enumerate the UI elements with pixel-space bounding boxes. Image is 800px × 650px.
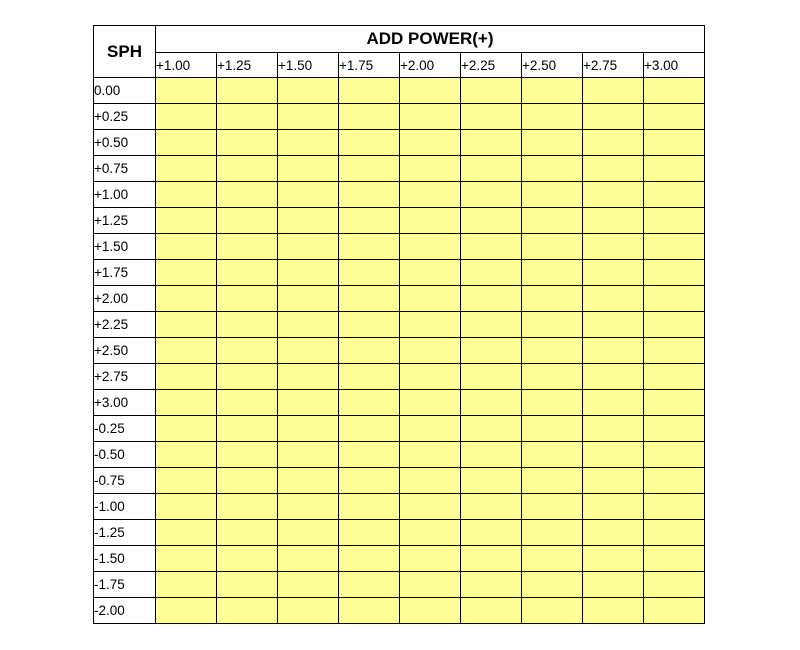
availability-cell	[156, 156, 217, 182]
availability-cell	[400, 286, 461, 312]
availability-cell	[217, 338, 278, 364]
table-row	[94, 312, 705, 338]
availability-cell	[278, 546, 339, 572]
sph-row-header: -0.50	[94, 442, 156, 468]
add-power-column-header: +2.25	[461, 53, 522, 78]
availability-cell	[522, 78, 583, 104]
availability-cell	[522, 156, 583, 182]
sph-row-header: -1.00	[94, 494, 156, 520]
availability-cell	[583, 338, 644, 364]
sph-row-header: +0.50	[94, 130, 156, 156]
availability-cell	[400, 208, 461, 234]
availability-cell	[339, 494, 400, 520]
table-row	[94, 494, 705, 520]
availability-cell	[461, 156, 522, 182]
availability-cell	[400, 598, 461, 624]
table-row	[94, 338, 705, 364]
availability-cell	[461, 182, 522, 208]
availability-cell	[583, 572, 644, 598]
availability-cell	[278, 130, 339, 156]
availability-cell	[278, 260, 339, 286]
availability-cell	[583, 208, 644, 234]
add-power-column-header: +1.50	[278, 53, 339, 78]
availability-cell	[461, 520, 522, 546]
availability-cell	[156, 234, 217, 260]
sph-row-header: -0.75	[94, 468, 156, 494]
availability-cell	[644, 312, 705, 338]
sph-row-header: +2.75	[94, 364, 156, 390]
availability-cell	[217, 598, 278, 624]
availability-cell	[278, 572, 339, 598]
sph-row-header: -0.25	[94, 416, 156, 442]
availability-cell	[522, 390, 583, 416]
availability-cell	[339, 468, 400, 494]
availability-cell	[522, 312, 583, 338]
sph-row-header: +2.00	[94, 286, 156, 312]
availability-cell	[583, 598, 644, 624]
availability-cell	[644, 468, 705, 494]
availability-cell	[339, 234, 400, 260]
availability-cell	[522, 104, 583, 130]
availability-cell	[156, 416, 217, 442]
availability-cell	[461, 442, 522, 468]
availability-cell	[461, 312, 522, 338]
availability-cell	[156, 286, 217, 312]
availability-cell	[217, 130, 278, 156]
table-row	[94, 208, 705, 234]
availability-cell	[400, 156, 461, 182]
add-power-column-header: +3.00	[644, 53, 705, 78]
sph-row-header: -1.75	[94, 572, 156, 598]
availability-cell	[400, 520, 461, 546]
availability-cell	[644, 182, 705, 208]
availability-cell	[583, 364, 644, 390]
table-row	[94, 416, 705, 442]
table-row	[94, 598, 705, 624]
availability-cell	[339, 104, 400, 130]
availability-cell	[644, 598, 705, 624]
availability-cell	[461, 286, 522, 312]
availability-cell	[583, 260, 644, 286]
availability-cell	[156, 104, 217, 130]
availability-cell	[522, 442, 583, 468]
availability-cell	[522, 364, 583, 390]
sph-row-header: +2.50	[94, 338, 156, 364]
add-power-header-row	[94, 53, 705, 78]
table-row	[94, 260, 705, 286]
availability-cell	[278, 416, 339, 442]
availability-cell	[217, 312, 278, 338]
availability-cell	[278, 442, 339, 468]
availability-cell	[217, 520, 278, 546]
availability-cell	[217, 104, 278, 130]
availability-cell	[461, 572, 522, 598]
availability-cell	[461, 338, 522, 364]
availability-cell	[156, 78, 217, 104]
availability-cell	[156, 364, 217, 390]
availability-cell	[461, 78, 522, 104]
availability-cell	[522, 546, 583, 572]
availability-cell	[461, 234, 522, 260]
table-row	[94, 572, 705, 598]
availability-cell	[400, 442, 461, 468]
table-row	[94, 286, 705, 312]
availability-cell	[278, 182, 339, 208]
sph-row-header: +0.25	[94, 104, 156, 130]
availability-cell	[217, 364, 278, 390]
availability-cell	[461, 416, 522, 442]
availability-cell	[583, 286, 644, 312]
availability-cell	[217, 234, 278, 260]
availability-cell	[461, 494, 522, 520]
availability-cell	[156, 208, 217, 234]
table-row	[94, 234, 705, 260]
add-power-column-header: +1.25	[217, 53, 278, 78]
table-row	[94, 390, 705, 416]
availability-cell	[217, 182, 278, 208]
availability-cell	[644, 260, 705, 286]
availability-cell	[400, 260, 461, 286]
availability-cell	[278, 364, 339, 390]
availability-cell	[278, 338, 339, 364]
availability-cell	[217, 416, 278, 442]
availability-cell	[339, 364, 400, 390]
availability-cell	[339, 182, 400, 208]
availability-cell	[278, 286, 339, 312]
availability-cell	[339, 208, 400, 234]
table-row	[94, 442, 705, 468]
availability-cell	[583, 104, 644, 130]
table-row	[94, 520, 705, 546]
availability-cell	[339, 260, 400, 286]
availability-cell	[217, 468, 278, 494]
sph-row-header: -1.50	[94, 546, 156, 572]
availability-cell	[400, 572, 461, 598]
availability-cell	[644, 208, 705, 234]
availability-cell	[278, 312, 339, 338]
availability-cell	[339, 546, 400, 572]
availability-cell	[644, 546, 705, 572]
availability-cell	[644, 364, 705, 390]
availability-cell	[278, 598, 339, 624]
availability-cell	[156, 442, 217, 468]
sph-row-header: 0.00	[94, 78, 156, 104]
availability-cell	[583, 494, 644, 520]
availability-cell	[400, 78, 461, 104]
availability-cell	[461, 598, 522, 624]
availability-cell	[217, 286, 278, 312]
table-row	[94, 156, 705, 182]
table-row	[94, 182, 705, 208]
table-row	[94, 546, 705, 572]
availability-cell	[339, 338, 400, 364]
table-body	[94, 78, 705, 624]
availability-cell	[583, 442, 644, 468]
availability-cell	[217, 572, 278, 598]
availability-cell	[156, 390, 217, 416]
sph-row-header: -1.25	[94, 520, 156, 546]
availability-cell	[339, 156, 400, 182]
availability-cell	[217, 208, 278, 234]
availability-cell	[522, 572, 583, 598]
availability-cell	[400, 468, 461, 494]
availability-cell	[522, 130, 583, 156]
availability-cell	[644, 494, 705, 520]
availability-cell	[461, 546, 522, 572]
availability-cell	[339, 390, 400, 416]
availability-cell	[583, 312, 644, 338]
availability-cell	[400, 390, 461, 416]
availability-cell	[522, 598, 583, 624]
availability-cell	[522, 182, 583, 208]
add-power-column-header: +1.00	[156, 53, 217, 78]
availability-cell	[217, 390, 278, 416]
availability-cell	[156, 598, 217, 624]
availability-cell	[400, 130, 461, 156]
table-title-row	[94, 26, 705, 53]
availability-cell	[522, 286, 583, 312]
availability-cell	[339, 572, 400, 598]
availability-cell	[278, 494, 339, 520]
sph-row-header: +3.00	[94, 390, 156, 416]
sph-row-header: +1.50	[94, 234, 156, 260]
add-power-title: ADD POWER(+)	[156, 26, 705, 53]
availability-cell	[339, 312, 400, 338]
availability-cell	[400, 234, 461, 260]
availability-cell	[644, 442, 705, 468]
availability-cell	[400, 416, 461, 442]
availability-cell	[156, 520, 217, 546]
availability-cell	[522, 208, 583, 234]
availability-cell	[644, 234, 705, 260]
table-row	[94, 78, 705, 104]
availability-cell	[461, 130, 522, 156]
availability-cell	[400, 338, 461, 364]
availability-cell	[156, 182, 217, 208]
availability-cell	[278, 156, 339, 182]
sph-add-power-table	[93, 25, 705, 624]
availability-cell	[400, 182, 461, 208]
sph-row-header: +1.75	[94, 260, 156, 286]
availability-cell	[339, 598, 400, 624]
availability-cell	[583, 78, 644, 104]
availability-cell	[583, 390, 644, 416]
availability-cell	[217, 78, 278, 104]
availability-cell	[278, 468, 339, 494]
availability-cell	[522, 234, 583, 260]
availability-cell	[278, 390, 339, 416]
availability-cell	[522, 520, 583, 546]
add-power-column-header: +1.75	[339, 53, 400, 78]
availability-cell	[644, 338, 705, 364]
availability-cell	[156, 572, 217, 598]
availability-cell	[644, 286, 705, 312]
availability-cell	[583, 156, 644, 182]
table-row	[94, 104, 705, 130]
availability-cell	[217, 546, 278, 572]
availability-cell	[339, 520, 400, 546]
availability-cell	[339, 416, 400, 442]
availability-cell	[156, 260, 217, 286]
availability-cell	[217, 260, 278, 286]
availability-cell	[339, 78, 400, 104]
availability-cell	[583, 546, 644, 572]
sph-row-header: +0.75	[94, 156, 156, 182]
sph-corner-header: SPH	[94, 26, 156, 78]
availability-cell	[644, 78, 705, 104]
sph-row-header: -2.00	[94, 598, 156, 624]
availability-cell	[644, 520, 705, 546]
availability-cell	[461, 468, 522, 494]
add-power-column-header: +2.50	[522, 53, 583, 78]
availability-cell	[400, 494, 461, 520]
availability-cell	[644, 572, 705, 598]
availability-cell	[522, 416, 583, 442]
table-row	[94, 130, 705, 156]
availability-cell	[583, 468, 644, 494]
availability-cell	[278, 208, 339, 234]
availability-cell	[278, 520, 339, 546]
availability-cell	[644, 390, 705, 416]
availability-cell	[156, 312, 217, 338]
sph-row-header: +2.25	[94, 312, 156, 338]
availability-cell	[522, 338, 583, 364]
sph-row-header: +1.00	[94, 182, 156, 208]
availability-cell	[461, 390, 522, 416]
sph-row-header: +1.25	[94, 208, 156, 234]
availability-cell	[400, 546, 461, 572]
availability-cell	[644, 130, 705, 156]
availability-cell	[522, 468, 583, 494]
availability-cell	[217, 442, 278, 468]
availability-cell	[217, 156, 278, 182]
availability-cell	[644, 104, 705, 130]
availability-cell	[583, 520, 644, 546]
availability-cell	[339, 442, 400, 468]
availability-cell	[583, 234, 644, 260]
availability-cell	[583, 182, 644, 208]
availability-cell	[400, 364, 461, 390]
availability-cell	[644, 156, 705, 182]
availability-cell	[644, 416, 705, 442]
availability-cell	[461, 208, 522, 234]
availability-cell	[461, 364, 522, 390]
availability-cell	[461, 104, 522, 130]
availability-cell	[156, 494, 217, 520]
availability-cell	[522, 494, 583, 520]
availability-cell	[278, 78, 339, 104]
availability-cell	[156, 338, 217, 364]
availability-cell	[400, 312, 461, 338]
availability-cell	[156, 546, 217, 572]
table-row	[94, 468, 705, 494]
availability-cell	[217, 494, 278, 520]
availability-cell	[522, 260, 583, 286]
availability-cell	[583, 416, 644, 442]
availability-cell	[583, 130, 644, 156]
availability-cell	[278, 104, 339, 130]
availability-cell	[156, 130, 217, 156]
add-power-column-header: +2.75	[583, 53, 644, 78]
availability-cell	[278, 234, 339, 260]
availability-cell	[400, 104, 461, 130]
availability-cell	[461, 260, 522, 286]
availability-cell	[339, 286, 400, 312]
availability-cell	[156, 468, 217, 494]
table-row	[94, 364, 705, 390]
availability-cell	[339, 130, 400, 156]
add-power-column-header: +2.00	[400, 53, 461, 78]
